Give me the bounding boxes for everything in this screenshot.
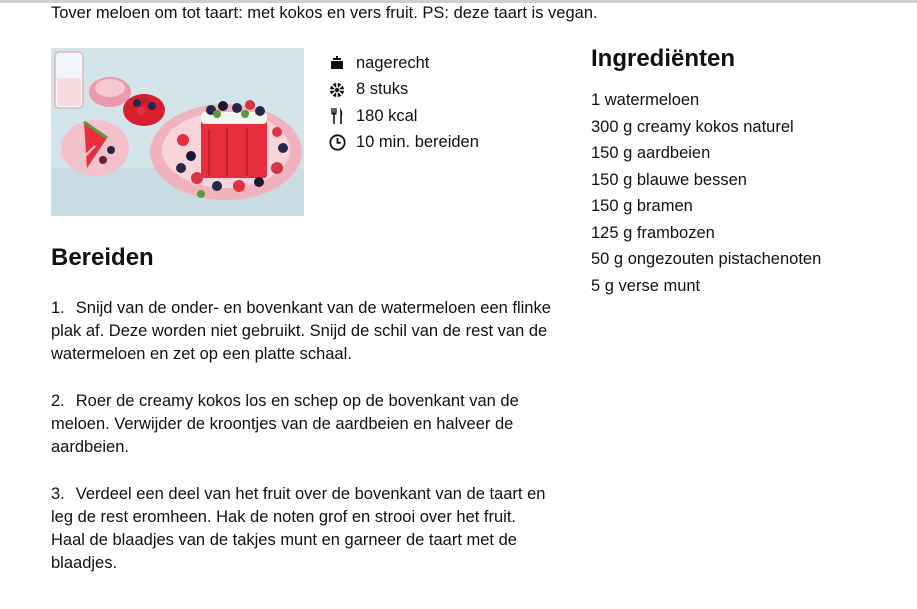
step-number: 2.: [51, 392, 65, 410]
meta-calories: [328, 103, 479, 130]
meta-portions-text: 8 stuks: [356, 80, 409, 99]
step-2: [51, 390, 551, 459]
meta-calories-text: 180 kcal: [356, 106, 418, 125]
ingredient-item: 300 g creamy kokos naturel: [591, 117, 794, 136]
ingredient-item: 150 g blauwe bessen: [591, 170, 747, 189]
meta-portions: [328, 77, 479, 104]
portions-icon: [328, 81, 346, 99]
ingredient-item: 50 g ongezouten pistachenoten: [591, 250, 822, 268]
cutlery-icon: [328, 107, 346, 125]
meta-course-text: nagerecht: [356, 53, 430, 72]
step-text: Roer de creamy kokos los en schep op de bovenkant van de meloen. Verwijder de kroontjes van de aardbeien en halveer de aardbeien.: [51, 392, 519, 456]
step-1: [51, 297, 551, 366]
meta-time-text: 10 min. bereiden: [356, 133, 479, 152]
meta-time: [328, 130, 479, 157]
preparation-heading: Bereiden: [51, 244, 154, 271]
ingredients-heading: Ingrediënten: [591, 45, 736, 72]
step-3: [51, 483, 551, 575]
ingredients-list: [591, 87, 821, 299]
step-number: 3.: [51, 485, 65, 503]
recipe-meta: [328, 50, 479, 156]
meta-course: [328, 50, 479, 77]
step-number: 1.: [51, 299, 65, 317]
recipe-intro: Tover meloen om tot taart: met kokos en vers fruit. PS: deze taart is vegan.: [51, 4, 598, 22]
pot-icon: [328, 54, 346, 72]
step-text: Snijd van de onder- en bovenkant van de watermeloen een flinke plak af. Deze worden niet gebruikt. Snijd de schil van de rest van de watermeloen en zet op een platte schaal.: [51, 299, 551, 363]
ingredient-item: 1 watermeloen: [591, 91, 700, 109]
ingredient-item: 150 g aardbeien: [591, 144, 711, 162]
recipe-photo: [51, 48, 304, 216]
ingredient-item: 125 g frambozen: [591, 223, 715, 242]
ingredient-item: 150 g bramen: [591, 197, 693, 215]
step-text: Verdeel een deel van het fruit over de bovenkant van de taart en leg de rest eromheen. Hak de noten grof en strooi over het fruit. Haal de blaadjes van de takjes munt en garneer de taart met de blaadjes.: [51, 485, 546, 572]
ingredient-item: 5 g verse munt: [591, 276, 701, 295]
clock-icon: [328, 134, 346, 152]
preparation-steps: [51, 297, 551, 599]
